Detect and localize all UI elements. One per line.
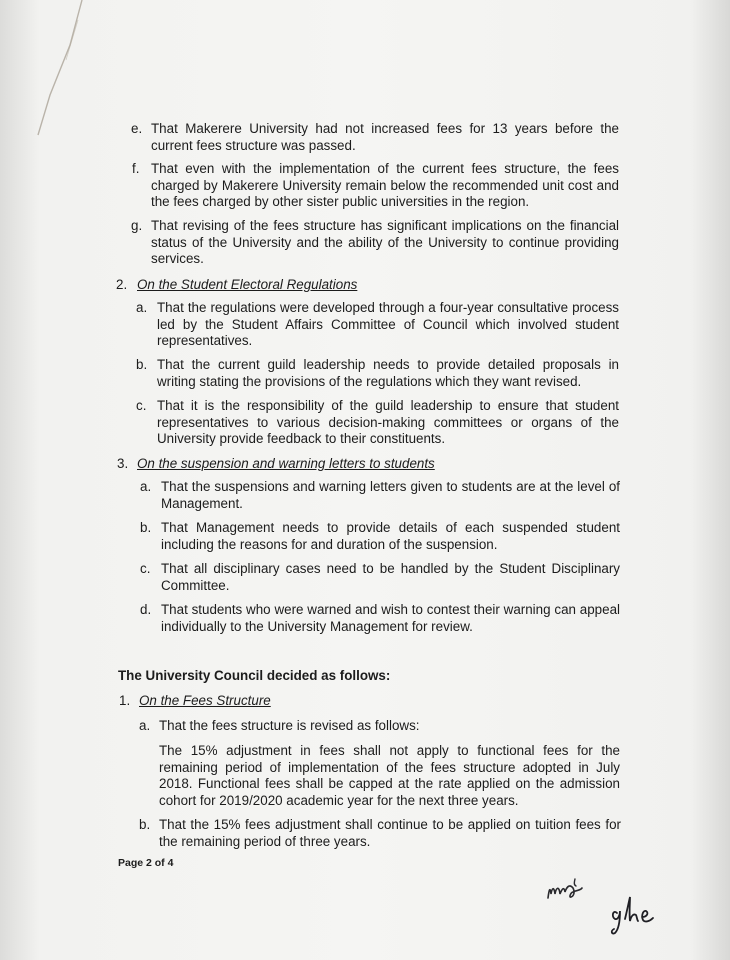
list-item-2b: That the current guild leadership needs to provide detailed proposals in writing stating the provisions of the regulations which they want revised. — [157, 357, 619, 389]
list-label-3b: b. — [140, 520, 152, 535]
decision-label-a: a. — [139, 718, 151, 733]
decision-item-a-detail: The 15% adjustment in fees shall not apply to functional fees for the remaining period of implementation of the fees structure adopted in July 2018. Functional fees shall be capped at the rate applied on the admission cohort for 2019/2020 academic year for the next three years. — [159, 743, 620, 808]
page-number: Page 2 of 4 — [118, 857, 174, 869]
decision-label-b: b. — [139, 817, 151, 832]
list-item-f: That even with the implementation of the current fees structure, the fees charged by Makerere University remain below the recommended unit cost and the fees charged by other sister public universities in the region. — [151, 161, 619, 210]
list-label-3d: d. — [140, 602, 152, 617]
list-item-3c: That all disciplinary cases need to be handled by the Student Disciplinary Committee. — [161, 561, 620, 593]
section-title-electoral-regulations: On the Student Electoral Regulations — [137, 277, 358, 292]
list-label-g: g. — [131, 218, 143, 233]
decision-item-b: That the 15% fees adjustment shall continue to be applied on tuition fees for the remaining period of three years. — [159, 817, 621, 849]
list-item-3d: That students who were warned and wish to contest their warning can appeal individually to the University Management for review. — [161, 602, 620, 634]
list-label-3a: a. — [140, 479, 152, 494]
section-title-suspension: On the suspension and warning letters to students — [137, 456, 435, 471]
paper-fold-mark — [30, 0, 90, 140]
list-label-2c: c. — [136, 398, 147, 413]
section-number-2: 2. — [116, 277, 128, 292]
list-label-3c: c. — [140, 561, 151, 576]
decision-number-1: 1. — [119, 693, 131, 708]
list-item-3b: That Management needs to provide details of each suspended student including the reasons for and duration of the suspension. — [161, 520, 620, 552]
list-label-2a: a. — [136, 300, 148, 315]
decision-heading: The University Council decided as follows: — [118, 668, 391, 683]
list-label-2b: b. — [136, 357, 148, 372]
list-item-3a: That the suspensions and warning letters given to students are at the level of Management. — [161, 479, 620, 511]
list-item-g: That revising of the fees structure has significant implications on the financial status of the University and the ability of the University to continue providing services. — [151, 218, 619, 267]
handwritten-initials-1 — [540, 872, 600, 908]
list-label-f: f. — [132, 161, 140, 176]
list-item-2c: That it is the responsibility of the guild leadership to ensure that student representatives to various decision-making committees or organs of the University provide feedback to their constituents. — [157, 398, 619, 447]
section-number-3: 3. — [117, 456, 129, 471]
list-item-2a: That the regulations were developed through a four-year consultative process led by the Student Affairs Committee of Council which involved student representatives. — [157, 300, 619, 349]
list-item-e: That Makerere University had not increased fees for 13 years before the current fees structure was passed. — [151, 121, 619, 153]
list-label-e: e. — [131, 121, 143, 136]
decision-title-fees-structure: On the Fees Structure — [139, 693, 271, 708]
handwritten-initials-2 — [605, 893, 675, 938]
decision-item-a: That the fees structure is revised as follows: — [159, 718, 420, 733]
